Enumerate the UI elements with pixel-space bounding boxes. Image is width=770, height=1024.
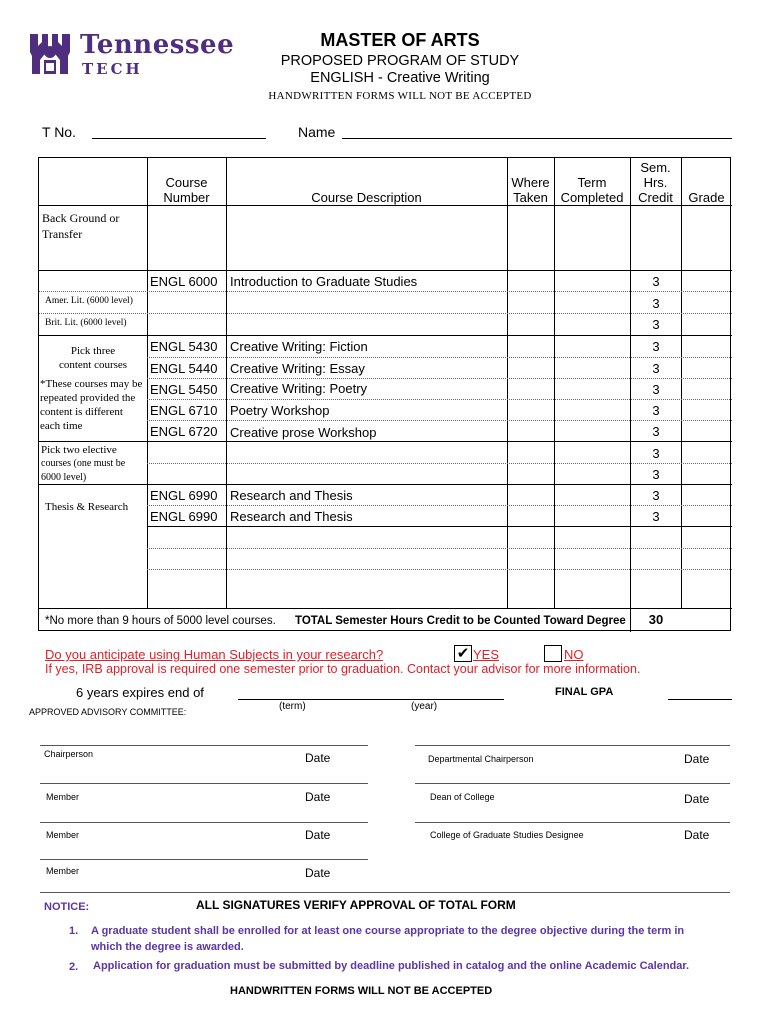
amer-lit-label: Amer. Lit. (6000 level): [45, 296, 133, 306]
member-signature-line[interactable]: [40, 783, 368, 784]
no-checkbox[interactable]: [544, 645, 562, 662]
course-number: ENGL 5450: [150, 382, 218, 397]
course-description: Research and Thesis: [230, 509, 353, 524]
dept-chair-signature-line[interactable]: [415, 745, 730, 746]
expires-label: 6 years expires end of: [76, 685, 204, 700]
pick-three-label: Pick three content courses: [58, 345, 128, 371]
col-where-taken-header: Where Taken: [511, 175, 550, 205]
program-name: ENGLISH - Creative Writing: [310, 70, 490, 86]
course-description: Research and Thesis: [230, 488, 353, 503]
date-label: Date: [684, 752, 710, 766]
course-description: Poetry Workshop: [230, 403, 330, 418]
course-number: ENGL 5430: [150, 339, 218, 354]
course-description: Creative Writing: Poetry: [230, 381, 368, 396]
course-number: ENGL 6000: [150, 274, 218, 289]
member-signature-line[interactable]: [40, 859, 368, 860]
member-label: Member: [46, 866, 80, 876]
date-label: Date: [305, 866, 331, 880]
tno-field[interactable]: [92, 138, 266, 139]
col-credit-header: Sem. Hrs. Credit: [638, 160, 673, 205]
col-description-header: Course Description: [311, 190, 422, 205]
col-course-number-header: Course Number: [163, 175, 210, 205]
credit-hours: 3: [652, 424, 660, 439]
committee-label: APPROVED ADVISORY COMMITTEE:: [29, 707, 187, 717]
program-of-study-table: [38, 157, 731, 631]
repeat-courses-note: *These courses may be repeated provided the content is different each time: [40, 378, 143, 432]
name-label: Name: [298, 124, 336, 140]
dept-chair-label: Departmental Chairperson: [428, 754, 534, 764]
notice-heading: ALL SIGNATURES VERIFY APPROVAL OF TOTAL FORM: [196, 898, 516, 912]
notice-item-number: 2.: [69, 961, 79, 973]
credit-hours: 3: [652, 382, 660, 397]
credit-hours: 3: [652, 488, 660, 503]
member-signature-line[interactable]: [40, 822, 368, 823]
course-number: ENGL 5440: [150, 361, 218, 376]
course-number: ENGL 6990: [150, 488, 218, 503]
course-description: Creative Writing: Essay: [230, 361, 365, 376]
tno-label: T No.: [42, 124, 76, 140]
name-field[interactable]: [342, 138, 732, 139]
notice-item-1: A graduate student shall be enrolled for at least one course appropriate to the degree objective during the term in: [91, 925, 685, 937]
notice-item-1-cont: which the degree is awarded.: [91, 941, 244, 953]
final-gpa-field[interactable]: [668, 699, 732, 700]
thesis-research-label: Thesis & Research: [45, 501, 129, 513]
background-transfer-label: Back Ground or Transfer: [42, 211, 120, 241]
logo-subwordmark: TECH: [82, 60, 143, 78]
member-label: Member: [46, 830, 80, 840]
irb-note: If yes, IRB approval is required one semester prior to graduation. Contact your advisor for more information.: [45, 662, 641, 676]
date-label: Date: [684, 828, 710, 842]
credit-hours: 3: [652, 403, 660, 418]
chairperson-label: Chairperson: [44, 749, 94, 759]
dean-signature-line[interactable]: [415, 783, 730, 784]
human-subjects-question: Do you anticipate using Human Subjects in your research?: [45, 647, 384, 662]
course-description: Introduction to Graduate Studies: [230, 274, 418, 289]
pick-two-electives-label: Pick two elective courses (one must be 6000 level): [41, 444, 126, 483]
credit-hours: 3: [652, 467, 660, 482]
course-number: ENGL 6720: [150, 424, 218, 439]
total-hours-label: TOTAL Semester Hours Credit to be Counted Toward Degree: [295, 615, 626, 627]
form-subtitle: PROPOSED PROGRAM OF STUDY: [280, 53, 520, 69]
yes-label: YES: [473, 647, 500, 662]
notice-label: NOTICE:: [44, 901, 90, 913]
credit-hours: 3: [652, 296, 660, 311]
top-notice: HANDWRITTEN FORMS WILL NOT BE ACCEPTED: [268, 90, 532, 102]
col-grade-header: Grade: [688, 190, 725, 205]
bottom-notice: HANDWRITTEN FORMS WILL NOT BE ACCEPTED: [230, 985, 493, 997]
course-number: ENGL 6990: [150, 509, 218, 524]
credit-hours: 3: [652, 509, 660, 524]
final-gpa-label: FINAL GPA: [555, 686, 614, 698]
expires-term-year-field[interactable]: [238, 699, 504, 700]
brit-lit-label: Brit. Lit. (6000 level): [45, 318, 127, 328]
level-limit-note: *No more than 9 hours of 5000 level courses.: [45, 615, 276, 627]
col-term-completed-header: Term Completed: [560, 175, 624, 205]
credit-hours: 3: [652, 274, 660, 289]
year-caption: (year): [411, 701, 438, 712]
credit-hours: 3: [652, 317, 660, 332]
dean-label: Dean of College: [430, 792, 495, 802]
notice-item-number: 1.: [69, 925, 79, 937]
course-description: Creative Writing: Fiction: [230, 339, 368, 354]
no-label: NO: [564, 647, 584, 662]
date-label: Date: [305, 751, 331, 765]
term-caption: (term): [279, 701, 306, 712]
form-title: MASTER OF ARTS: [320, 30, 480, 50]
logo-wordmark: Tennessee: [80, 30, 235, 60]
date-label: Date: [305, 790, 331, 804]
grad-designee-signature-line[interactable]: [415, 822, 730, 823]
course-number: ENGL 6710: [150, 403, 218, 418]
member-label: Member: [46, 792, 80, 802]
course-description: Creative prose Workshop: [230, 425, 377, 440]
credit-hours: 3: [652, 446, 660, 461]
total-hours-value: 30: [648, 612, 664, 627]
yes-checkbox[interactable]: ✔: [454, 645, 472, 662]
credit-hours: 3: [652, 361, 660, 376]
date-label: Date: [305, 828, 331, 842]
grad-designee-label: College of Graduate Studies Designee: [430, 830, 584, 840]
notice-divider: [40, 892, 730, 893]
chairperson-signature-line[interactable]: [40, 745, 368, 746]
date-label: Date: [684, 792, 710, 806]
notice-item-2: Application for graduation must be submitted by deadline published in catalog and the online Academic Calendar.: [93, 960, 690, 972]
credit-hours: 3: [652, 339, 660, 354]
